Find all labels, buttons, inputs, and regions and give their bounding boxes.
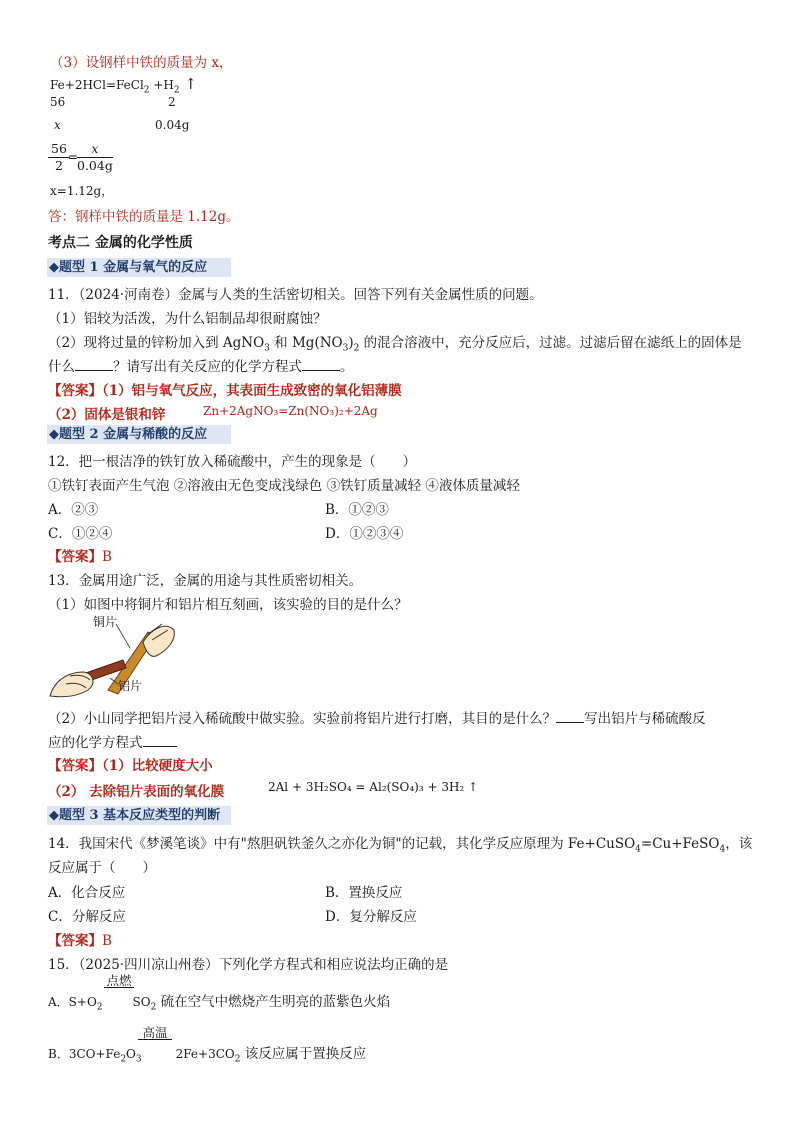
calc-m2: 2: [168, 95, 176, 109]
q11-part2-line1: （2）现将过量的锌粉加入到 AgNO$_3$ 和 $Mg(NO_3)_2$ 的混合溶液中，充分反应后，过滤。过滤后留在滤纸上的固体是: [48, 335, 742, 354]
calc-equation: Fe+2HCl=FeCl$_2$ $+H_2$ ↑: [50, 75, 197, 96]
q14-stem-line2: 反应属于（ ）: [48, 860, 156, 876]
calc-x: x: [54, 118, 61, 132]
q14-option-c[interactable]: C．分解反应: [48, 909, 126, 925]
q13-answer-equation: 2Al + 3H₂SO₄ = Al₂(SO₄)₃ + 3H₂ ↑: [268, 780, 479, 794]
q11-part2-line2: 什么 ？请写出有关反应的化学方程式 。: [48, 359, 354, 375]
q12-option-a[interactable]: A．②③: [48, 502, 99, 518]
calc-m56: 56: [50, 95, 66, 109]
calc-equals: =: [68, 150, 79, 164]
calc-fraction-2: $\frac{x}{0.04g}$: [77, 141, 113, 173]
q14-stem-line1: 14．我国宋代《梦溪笔谈》中有"熬胆矾铁釜久之亦化为铜"的记载，其化学反应原理为 Fe+CuSO$_4$=Cu+FeSO$_4$，该: [48, 836, 753, 855]
q13-answer-1: 【答案】（1）比较硬度大小: [48, 758, 213, 774]
label-aluminum-sheet: 铝片: [118, 679, 143, 693]
q14-option-a[interactable]: A．化合反应: [48, 885, 126, 901]
question-type-tag-3: ◆题型 3 基本反应类型的判断: [47, 806, 231, 825]
q15-option-b[interactable]: B．$3CO+Fe_2O_3$ $2Fe+3CO_2$ 该反应属于置换反应: [48, 1046, 367, 1065]
calc-answer: 答：钢样中铁的质量是 1.12g。: [48, 209, 240, 225]
question-type-tag-2: ◆题型 2 金属与稀酸的反应: [47, 425, 231, 444]
q12-option-c[interactable]: C．①②④: [48, 526, 113, 542]
q12-option-b[interactable]: B．①②③: [325, 502, 389, 518]
calc-fraction-1: $\frac{56}{2}$: [48, 141, 70, 174]
q14-answer: 【答案】B: [48, 933, 112, 949]
q14-option-b[interactable]: B．置换反应: [325, 885, 403, 901]
answer-blank[interactable]: [556, 711, 584, 723]
q11-stem: 11．（2024·河南卷）金属与人类的生活密切相关。回答下列有关金属性质的问题。: [48, 287, 543, 303]
q15-option-a[interactable]: A．$S+O_2$ $SO_2$ 硫在空气中燃烧产生明亮的蓝紫色火焰: [48, 994, 391, 1013]
q11-answer-equation: Zn+2AgNO₃=Zn(NO₃)₂+2Ag: [203, 404, 378, 418]
q15-option-a-condition: 点燃: [104, 975, 134, 988]
q13-part1: （1）如图中将铜片和铝片相互刻画，该实验的目的是什么？: [48, 597, 408, 613]
q11-answer-1: 【答案】（1）铝与氧气反应，其表面生成致密的氧化铝薄膜: [48, 383, 402, 399]
q13-answer-2: （2） 去除铝片表面的氧化膜: [48, 784, 225, 800]
q11-part1: （1）铝较为活泼，为什么铝制品却很耐腐蚀？: [48, 311, 327, 327]
q12-stem: 12．把一根洁净的铁钉放入稀硫酸中，产生的现象是（ ）: [48, 454, 417, 470]
answer-blank[interactable]: [302, 359, 340, 371]
question-type-tag-1: ◆题型 1 金属与氧气的反应: [47, 258, 231, 277]
q12-answer: 【答案】B: [48, 549, 112, 565]
calc-intro: （3）设钢样中铁的质量为 x，: [50, 55, 233, 71]
answer-blank[interactable]: [75, 359, 113, 371]
calc-result: x=1.12g，: [50, 184, 114, 198]
q12-option-d[interactable]: D．①②③④: [325, 526, 404, 542]
q13-part2-line2: 应的化学方程式: [48, 731, 177, 751]
label-copper-sheet: 铜片: [93, 615, 118, 629]
q15-option-b-condition: 高温: [138, 1027, 172, 1040]
section-title: 考点二 金属的化学性质: [48, 235, 193, 251]
answer-blank[interactable]: [143, 735, 177, 747]
q14-option-d[interactable]: D．复分解反应: [325, 909, 417, 925]
q11-answer-2: （2）固体是银和锌: [48, 407, 166, 423]
q15-stem: 15．（2025·四川凉山州卷）下列化学方程式和相应说法均正确的是: [48, 957, 449, 973]
q13-stem: 13．金属用途广泛，金属的用途与其性质密切相关。: [48, 573, 363, 589]
q12-statements: ①铁钉表面产生气泡 ②溶液由无色变成浅绿色 ③铁钉质量减轻 ④液体质量减轻: [48, 478, 520, 494]
q13-part2-line1: （2）小山同学把铝片浸入稀硫酸中做实验。实验前将铝片进行打磨，其目的是什么？ 写出铝片与稀硫酸反: [48, 711, 706, 727]
calc-g: 0.04g: [155, 118, 190, 132]
